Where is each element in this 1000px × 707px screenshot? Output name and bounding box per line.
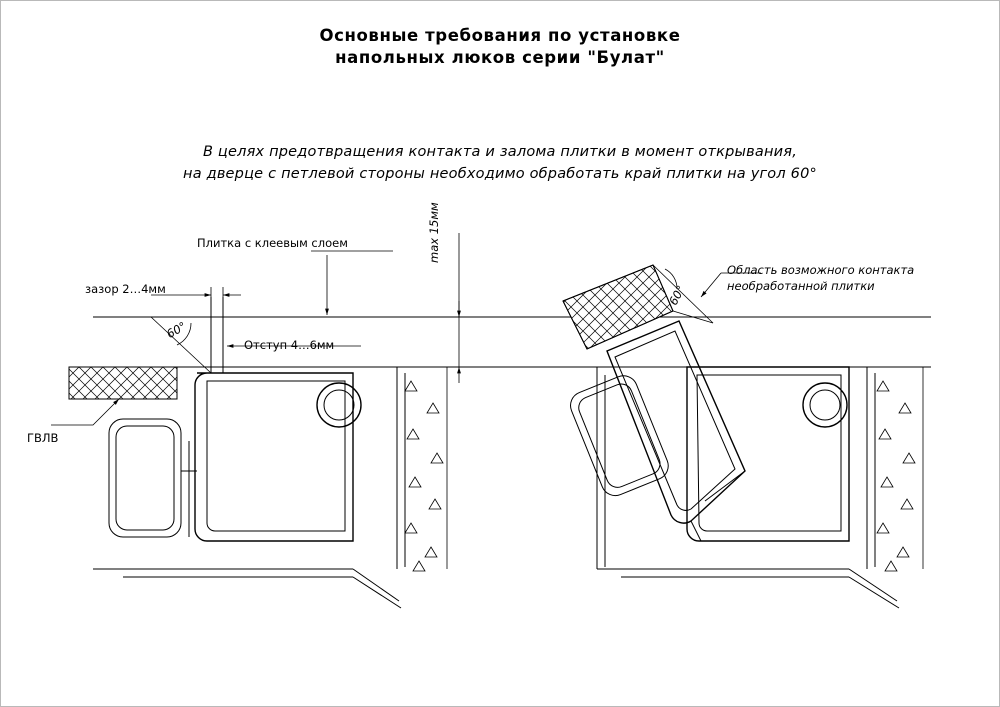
page-title-line-2: напольных люков серии "Булат" — [335, 48, 665, 67]
subtitle-line-1: В целях предотвращения контакта и залома плитки в момент открывания, — [202, 144, 798, 160]
label-gap: зазор 2…4мм — [85, 282, 166, 296]
concrete-hatch-left — [405, 381, 443, 571]
label-max-height: max 15мм — [427, 202, 441, 263]
label-gvlv: ГВЛВ — [27, 431, 59, 445]
label-angle-left: 60° — [164, 318, 189, 342]
technical-drawing — [1, 1, 1000, 707]
right-assembly-open — [561, 265, 931, 608]
concrete-hatch-right — [877, 381, 915, 571]
page-title-line-1: Основные требования по установке — [319, 26, 681, 45]
label-contact-area-line-2: необработанной плитки — [727, 279, 875, 293]
label-tile-with-adhesive: Плитка с клеевым слоем — [197, 236, 348, 250]
label-contact-area-line-1: Область возможного контакта — [727, 263, 915, 277]
label-angle-right: 60° — [666, 282, 688, 308]
label-offset: Отступ 4…6мм — [244, 338, 335, 352]
subtitle-line-2: на дверце с петлевой стороны необходимо обработать край плитки на угол 60° — [183, 166, 817, 182]
